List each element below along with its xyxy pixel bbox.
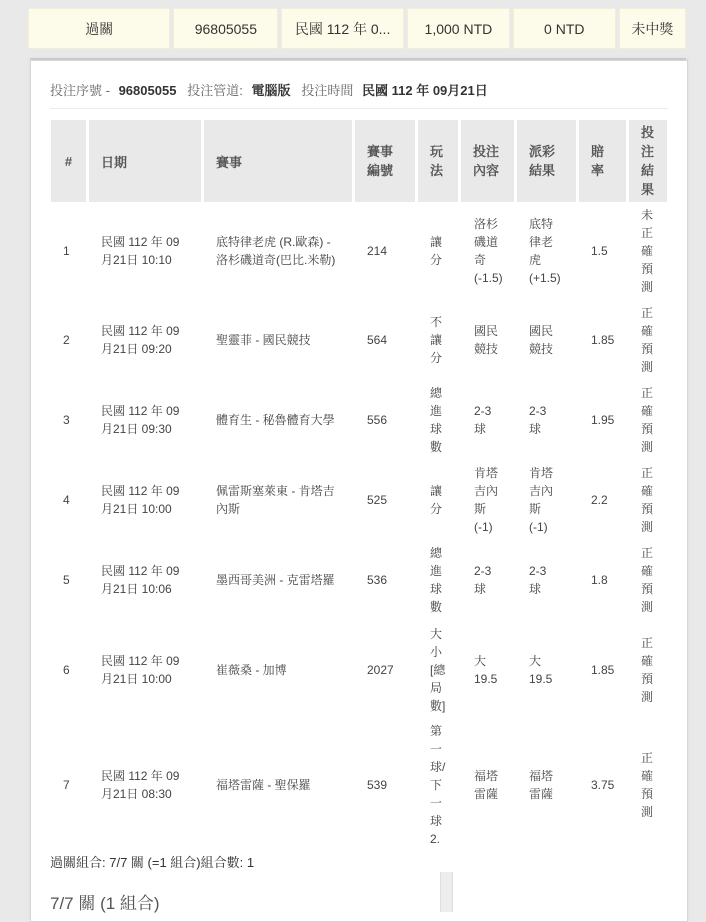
- cell-result: 正 確 預 測: [641, 751, 654, 819]
- cell-bet: 肯塔 吉內 斯 (-1): [474, 466, 499, 534]
- cell-match: 底特律老虎 (R.歐森) - 洛杉磯道奇(巴比.米勒): [216, 235, 336, 267]
- cell-match: 聖靈菲 - 國民競技: [216, 333, 311, 347]
- bet-summary-bar[interactable]: [28, 8, 686, 49]
- cell-odds: 1.95: [591, 413, 615, 427]
- header-result: [629, 120, 667, 202]
- cell-settle: 2-3 球: [529, 564, 547, 596]
- cell-bet: 大 19.5: [474, 654, 498, 686]
- header-play-text: 玩法: [430, 144, 444, 178]
- cell-match: 體育生 - 秘魯體育大學: [216, 413, 335, 427]
- cell-date: 民國 112 年 09 月21日 08:30: [101, 769, 180, 801]
- header-index-text: #: [64, 153, 73, 169]
- cell-result: 正 確 預 測: [641, 306, 654, 374]
- cell-match: 墨西哥美洲 - 克雷塔羅: [216, 573, 335, 587]
- combo-divider: [440, 872, 453, 912]
- summary-date: 民國 112 年 0...: [281, 8, 404, 49]
- cell-settle: 底特 律老 虎 (+1.5): [529, 217, 561, 285]
- channel-value: 電腦版: [251, 83, 291, 98]
- cell-index: 2: [63, 333, 70, 347]
- cell-match: 福塔雷薩 - 聖保羅: [216, 778, 311, 792]
- cell-match-no: 556: [367, 413, 388, 427]
- header-play: [418, 120, 458, 202]
- header-bet: [461, 120, 514, 202]
- cell-bet: 福塔 雷薩: [474, 769, 499, 801]
- header-result-text: 投注結果: [641, 125, 655, 197]
- header-date: [89, 120, 201, 202]
- cell-match-no: 214: [367, 244, 388, 258]
- cell-odds: 3.75: [591, 778, 615, 792]
- serial-value: 96805055: [118, 83, 177, 98]
- cell-settle: 2-3 球: [529, 404, 547, 436]
- cell-result: 正 確 預 測: [641, 386, 654, 454]
- cell-odds: 1.85: [591, 333, 615, 347]
- header-match: [204, 120, 352, 202]
- cell-match: 崔薇桑 - 加博: [216, 663, 287, 677]
- cell-index: 5: [63, 573, 70, 587]
- header-match-text: 賽事: [216, 154, 243, 170]
- cell-date: 民國 112 年 09 月21日 09:20: [101, 324, 180, 356]
- cell-index: 4: [63, 493, 70, 507]
- cell-bet: 2-3 球: [474, 564, 492, 596]
- cell-play: 讓 分: [430, 484, 443, 516]
- cell-play: 總 進 球 數: [430, 546, 443, 614]
- summary-result: 未中獎: [619, 8, 686, 49]
- summary-serial: 96805055: [173, 8, 278, 49]
- cell-play: 大 小 [總 局 數]: [430, 627, 446, 713]
- cell-index: 7: [63, 778, 70, 792]
- cell-result: 未 正 確 預 測: [641, 208, 654, 294]
- cell-odds: 1.85: [591, 663, 615, 677]
- cell-date: 民國 112 年 09 月21日 10:10: [101, 235, 180, 267]
- combo-summary: 過關組合: 7/7 關 (=1 組合)組合數: 1: [50, 855, 255, 870]
- cell-match-no: 564: [367, 333, 388, 347]
- cell-odds: 1.5: [591, 244, 608, 258]
- time-label: 投注時間: [301, 83, 354, 98]
- summary-type: 過關: [28, 8, 170, 49]
- meta-divider: [50, 108, 668, 109]
- cell-index: 1: [63, 244, 70, 258]
- cell-play: 總 進 球 數: [430, 386, 443, 454]
- cell-odds: 2.2: [591, 493, 608, 507]
- cell-match-no: 2027: [367, 663, 394, 677]
- cell-result: 正 確 預 測: [641, 636, 654, 704]
- cell-date: 民國 112 年 09 月21日 09:30: [101, 404, 180, 436]
- header-odds-text: 賠率: [591, 144, 605, 178]
- cell-settle: 肯塔 吉內 斯 (-1): [529, 466, 554, 534]
- cell-bet: 洛杉 磯道 奇 (-1.5): [474, 217, 503, 285]
- cell-match-no: 525: [367, 493, 388, 507]
- header-match-no-text: 賽事編號: [367, 144, 394, 178]
- cell-settle: 大 19.5: [529, 654, 553, 686]
- cell-date: 民國 112 年 09 月21日 10:00: [101, 484, 180, 516]
- cell-result: 正 確 預 測: [641, 546, 654, 614]
- cell-bet: 國民 競技: [474, 324, 499, 356]
- header-bet-text: 投注內容: [473, 144, 500, 178]
- cell-play: 讓 分: [430, 235, 443, 267]
- header-settle: [517, 120, 576, 202]
- summary-payout: 0 NTD: [513, 8, 616, 49]
- cell-match-no: 539: [367, 778, 388, 792]
- cell-settle: 國民 競技: [529, 324, 554, 356]
- header-index: [51, 120, 86, 202]
- summary-stake: 1,000 NTD: [407, 8, 510, 49]
- combo-title: 7/7 關 (1 組合): [50, 894, 160, 913]
- header-match-no: [355, 120, 415, 202]
- header-odds: [579, 120, 626, 202]
- header-settle-text: 派彩結果: [529, 144, 556, 178]
- cell-bet: 2-3 球: [474, 404, 492, 436]
- header-date-text: 日期: [101, 154, 128, 170]
- cell-date: 民國 112 年 09 月21日 10:00: [101, 654, 180, 686]
- cell-index: 3: [63, 413, 70, 427]
- cell-match-no: 536: [367, 573, 388, 587]
- serial-label: 投注序號 -: [50, 83, 110, 98]
- cell-odds: 1.8: [591, 573, 608, 587]
- bet-meta: [50, 80, 488, 99]
- cell-date: 民國 112 年 09 月21日 10:06: [101, 564, 180, 596]
- cell-result: 正 確 預 測: [641, 466, 654, 534]
- cell-play: 第 一 球/ 下 一 球 2.: [430, 724, 446, 846]
- channel-label: 投注管道:: [187, 83, 243, 98]
- cell-settle: 福塔 雷薩: [529, 769, 554, 801]
- cell-index: 6: [63, 663, 70, 677]
- cell-match: 佩雷斯塞萊東 - 肯塔吉 內斯: [216, 484, 335, 516]
- cell-play: 不 讓 分: [430, 315, 443, 365]
- time-value: 民國 112 年 09月21日: [362, 83, 488, 98]
